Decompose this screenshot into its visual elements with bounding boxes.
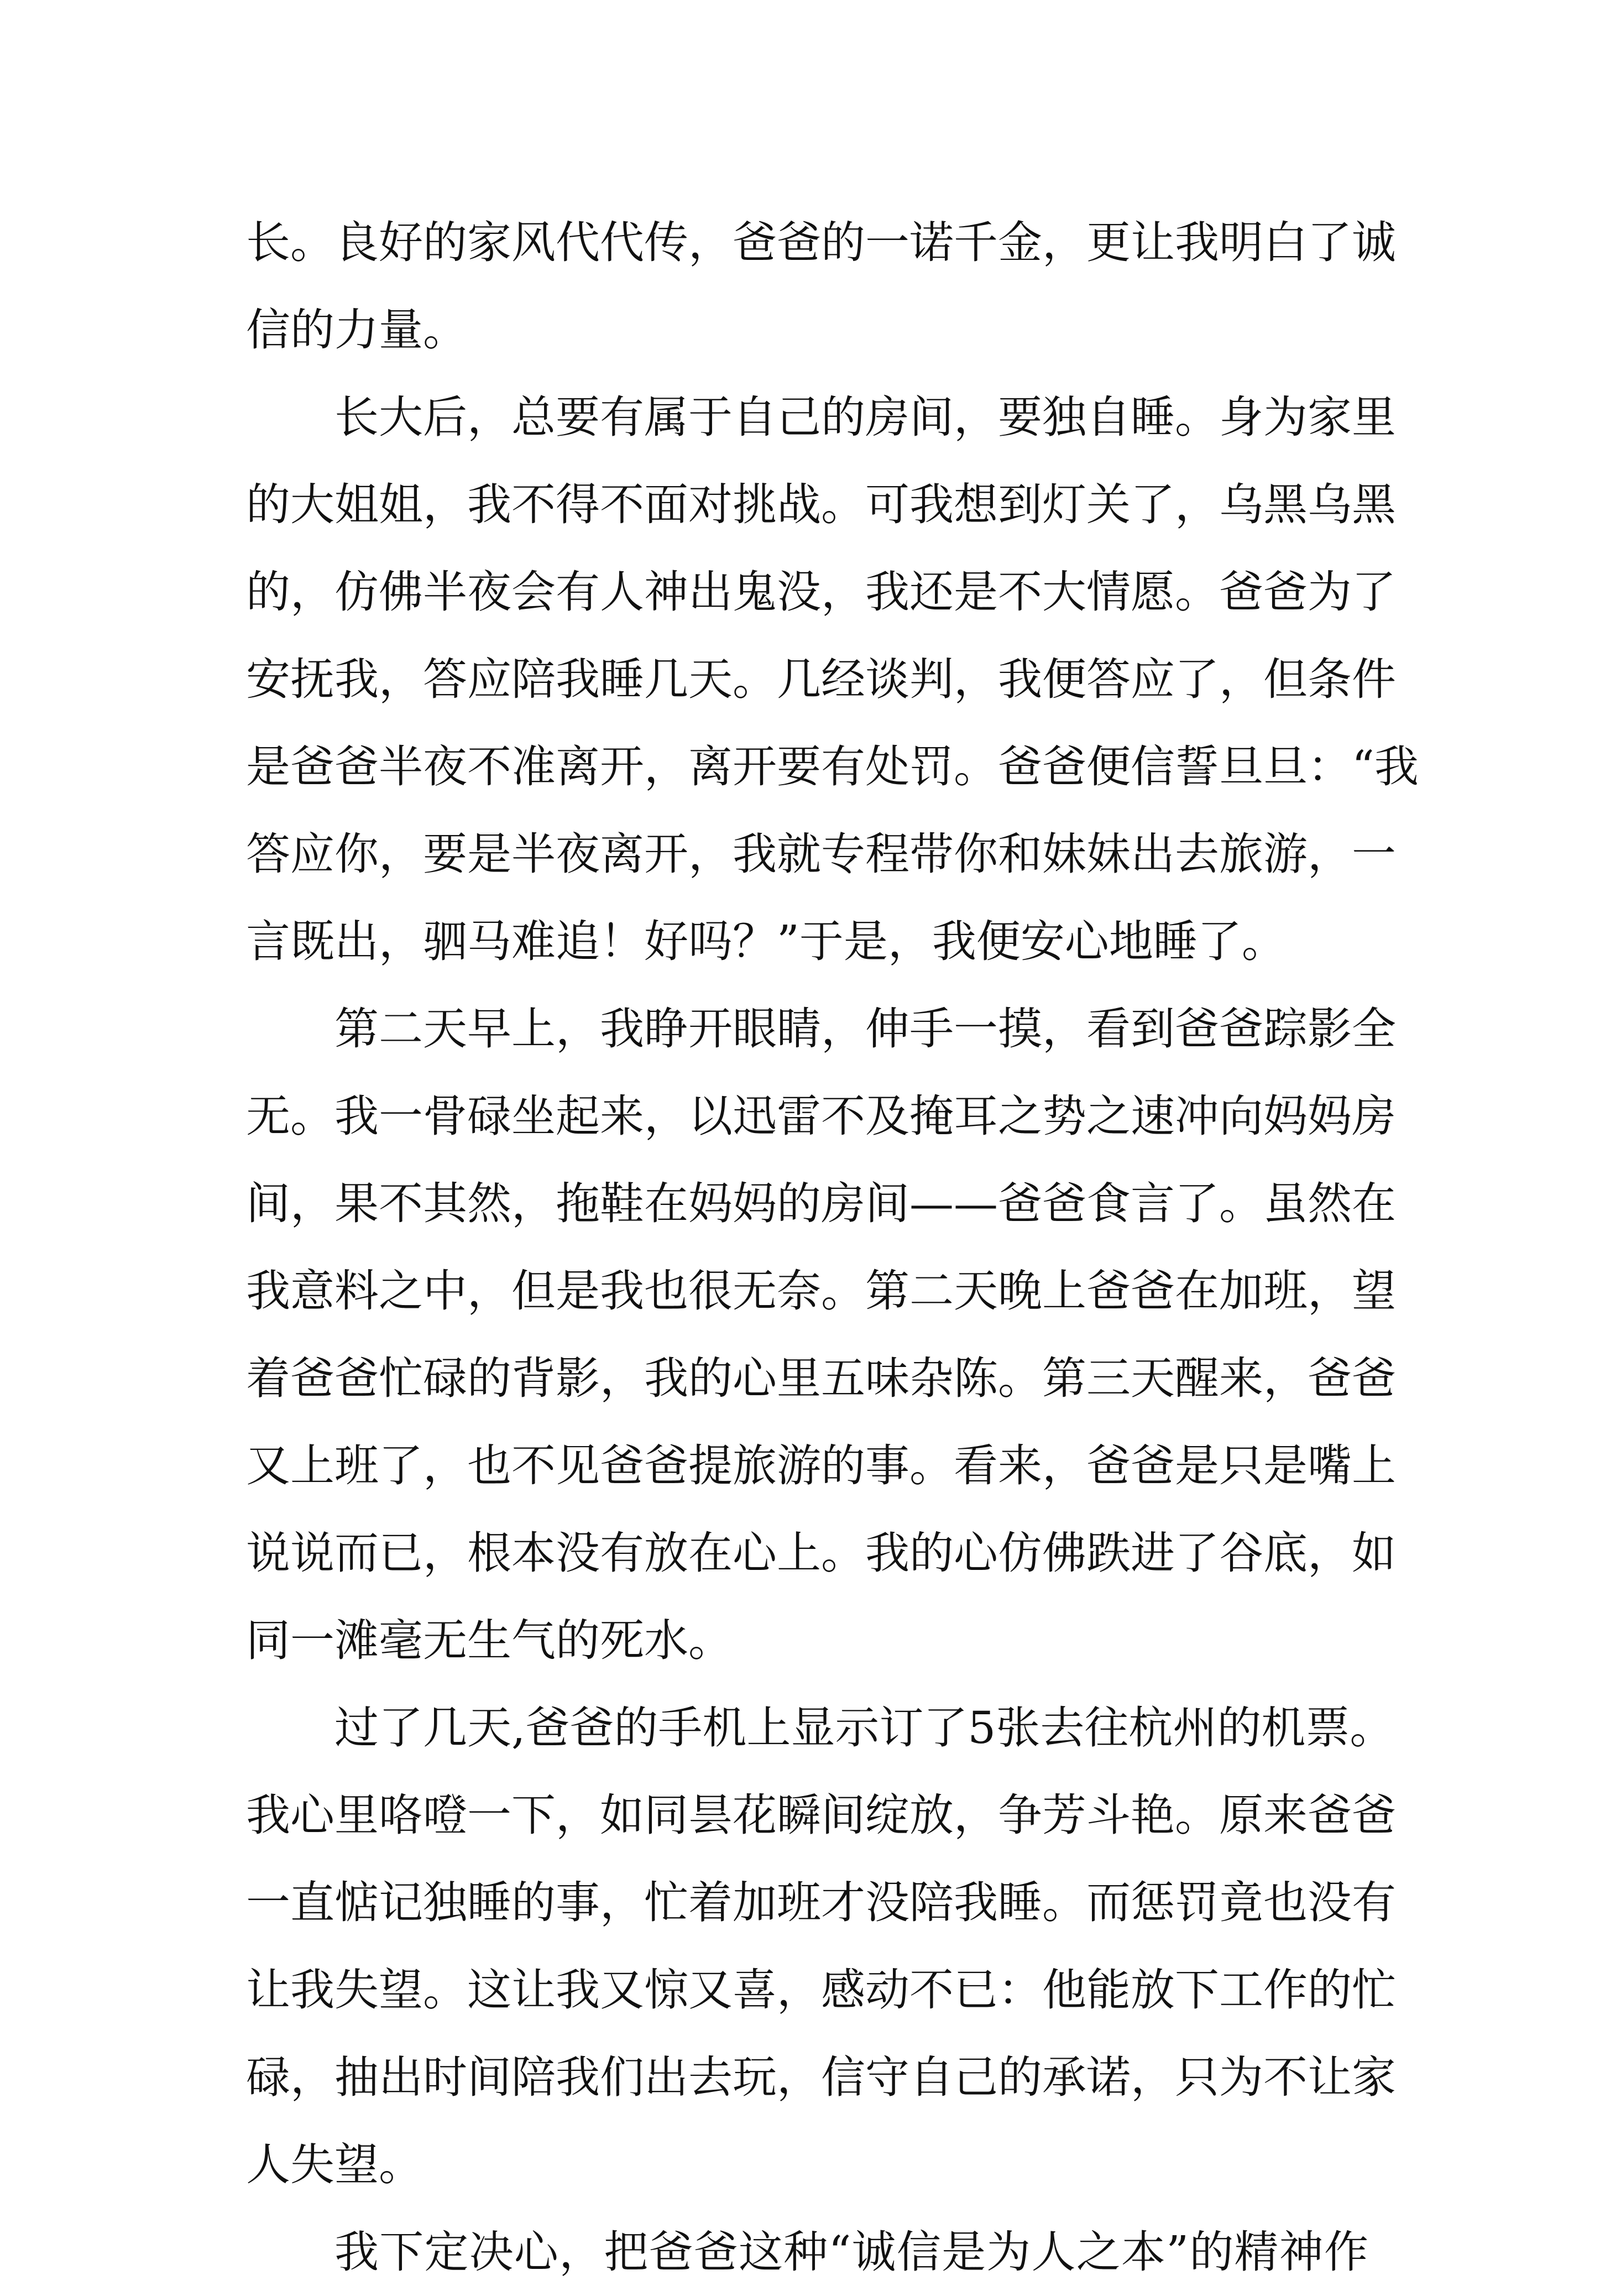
paragraph-2	[246, 374, 1419, 985]
document-body	[246, 199, 1419, 2296]
text-line: 言既出，驷马难追！好吗？”于是，我便安心地睡了。	[246, 916, 1286, 967]
text-line: 第二天早上，我睁开眼睛，伸手一摸，看到爸爸踪影全	[334, 1003, 1396, 1055]
text-line: 着爸爸忙碌的背影，我的心里五味杂陈。第三天醒来，爸爸	[246, 1353, 1396, 1404]
text-line: 同一滩毫无生气的死水。	[246, 1615, 733, 1666]
text-line: 的大姐姐，我不得不面对挑战。可我想到灯关了，乌黑乌黑	[246, 479, 1396, 530]
text-line: 间，果不其然，拖鞋在妈妈的房间——爸爸食言了。虽然在	[246, 1178, 1396, 1229]
text-line: 一直惦记独睡的事，忙着加班才没陪我睡。而惩罚竟也没有	[246, 1877, 1396, 1928]
text-line: 是爸爸半夜不准离开，离开要有处罚。爸爸便信誓旦旦：“我	[246, 741, 1419, 792]
text-line: 过了几天,爸爸的手机上显示订了5张去往杭州的机票。	[334, 1702, 1394, 1754]
paragraph-4	[246, 1684, 1396, 2209]
text-line: 让我失望。这让我又惊又喜，感动不已：他能放下工作的忙	[246, 1964, 1396, 2016]
text-line: 碌，抽出时间陪我们出去玩，信守自己的承诺，只为不让家	[246, 2052, 1396, 2103]
text-line: 的，仿佛半夜会有人神出鬼没，我还是不大情愿。爸爸为了	[246, 566, 1396, 618]
text-line: 人失望。	[246, 2139, 423, 2190]
paragraph-5	[246, 2209, 1368, 2296]
text-line: 我心里咯噔一下，如同昙花瞬间绽放，争芳斗艳。原来爸爸	[246, 1789, 1396, 1841]
text-line: 无。我一骨碌坐起来，以迅雷不及掩耳之势之速冲向妈妈房	[246, 1090, 1396, 1142]
paragraph-1	[246, 199, 1396, 374]
text-line: 说说而已，根本没有放在心上。我的心仿佛跌进了谷底，如	[246, 1527, 1396, 1579]
paragraph-3	[246, 985, 1396, 1684]
text-line: 长大后，总要有属于自己的房间，要独自睡。身为家里	[334, 392, 1396, 443]
text-line: 答应你，要是半夜离开，我就专程带你和妹妹出去旅游，一	[246, 828, 1396, 880]
text-line: 我下定决心，把爸爸这种“诚信是为人之本”的精神作	[334, 2226, 1368, 2278]
text-line: 又上班了，也不见爸爸提旅游的事。看来，爸爸是只是嘴上	[246, 1440, 1396, 1491]
text-line: 安抚我，答应陪我睡几天。几经谈判，我便答应了，但条件	[246, 654, 1396, 705]
text-line: 我意料之中，但是我也很无奈。第二天晚上爸爸在加班，望	[246, 1265, 1396, 1317]
text-line: 长。良好的家风代代传，爸爸的一诺千金，更让我明白了诚	[246, 217, 1396, 268]
text-line: 信的力量。	[246, 304, 467, 356]
